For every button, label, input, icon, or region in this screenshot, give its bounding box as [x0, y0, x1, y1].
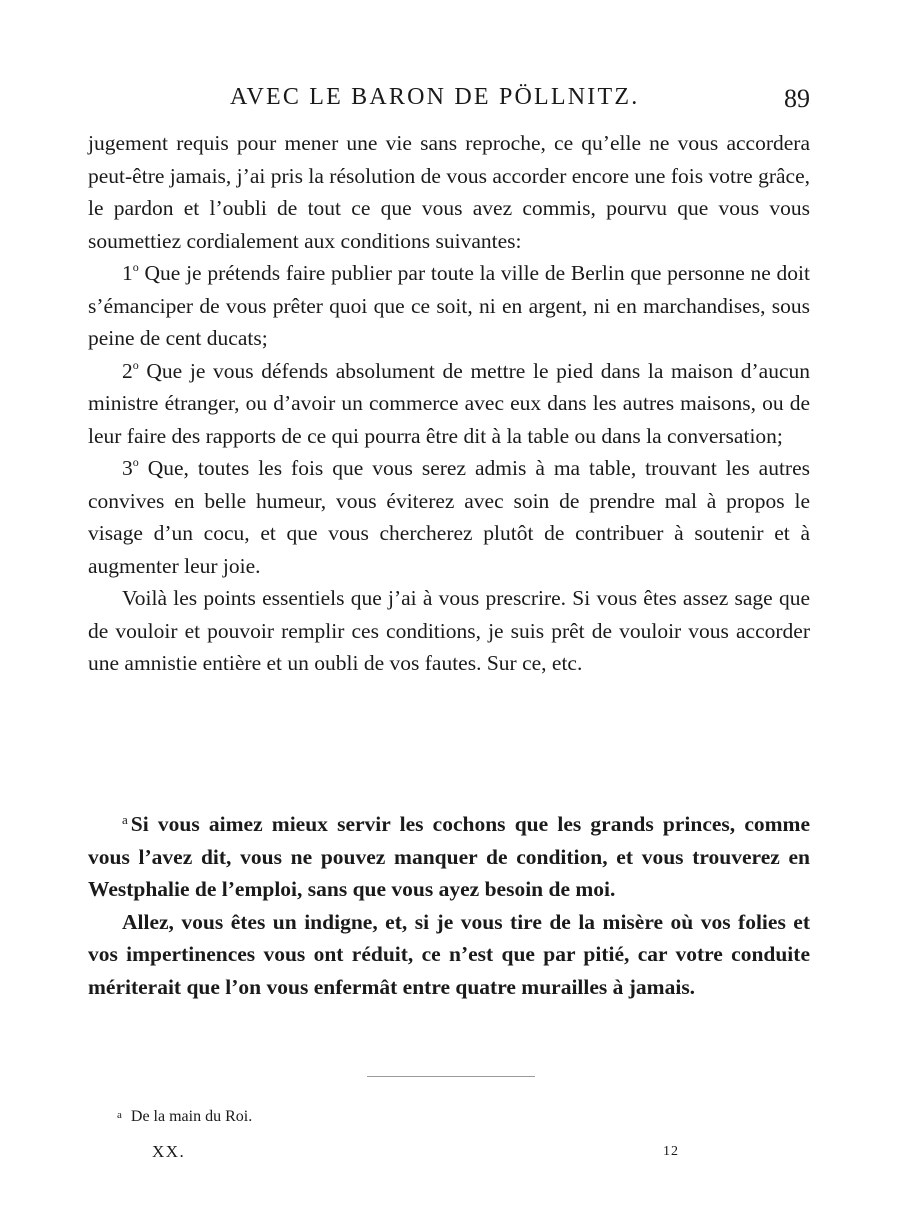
- ordinal-mark: o: [132, 260, 139, 274]
- item-text: Que je vous défends absolument de mettre le pied dans la maison d’aucun ministre étranger, ou d’avoir un commerce avec eux dans les autres maisons, ou de leur faire des rapports de ce qui pourra être dit à la table ou dans la conversation;: [88, 358, 810, 448]
- paragraph-continuation: jugement requis pour mener une vie sans reproche, ce qu’elle ne vous accordera peut-être jamais, j’ai pris la résolution de vous accorder encore une fois votre grâce, le pardon et l’oubli de tout ce que vous avez commis, pourvu que vous vous soumettiez cordialement aux conditions suivantes:: [88, 131, 810, 253]
- section-divider: [367, 1076, 535, 1077]
- running-title: AVEC LE BARON DE PÖLLNITZ.: [230, 84, 640, 110]
- item-number: 2: [122, 358, 133, 383]
- item-text: Que je prétends faire publier par toute la ville de Berlin que personne ne doit s’émanciper de vous prêter quoi que ce soit, ni en argent, ni en marchandises, sous peine de cent ducats;: [88, 261, 810, 350]
- paragraph-closing: Voilà les points essentiels que j’ai à vous prescrire. Si vous êtes assez sage que de vouloir et pouvoir remplir ces conditions, je suis prêt de vouloir vous accorder une amnistie entière et un oubli de vos fautes. Sur ce, etc.: [88, 586, 810, 675]
- footnote-reference: a: [122, 812, 128, 827]
- king-postscript: [88, 808, 810, 1003]
- page-number: 89: [784, 84, 810, 113]
- postscript-paragraph-1: [88, 808, 810, 906]
- sheet-number: 12: [663, 1144, 679, 1159]
- letter-body: [88, 127, 810, 680]
- condition-item-3: [88, 452, 810, 582]
- footnote: [117, 1108, 252, 1126]
- ordinal-mark: o: [132, 357, 139, 372]
- footnote-marker: a: [117, 1109, 122, 1121]
- item-text: Que, toutes les fois que vous serez admis à ma table, trouvant les autres convives en belle humeur, vous éviterez avec soin de prendre mal à propos le visage d’un cocu, et que vous chercherez plutôt de contribuer à soutenir et à augmenter leur joie.: [88, 456, 810, 578]
- item-number: 3: [122, 456, 133, 480]
- signature-mark: XX.: [152, 1142, 186, 1161]
- item-number: 1: [122, 261, 133, 285]
- condition-item-1: [88, 257, 810, 355]
- running-head: [0, 84, 900, 116]
- postscript-text: Si vous aimez mieux servir les cochons que les grands princes, comme vous l’avez dit, vous ne pouvez manquer de condition, et vous trouverez en Westphalie de l’emploi, sans que vous ayez besoin de moi.: [88, 812, 810, 901]
- condition-item-2: [88, 355, 810, 453]
- ordinal-mark: o: [132, 455, 139, 469]
- footnote-text: De la main du Roi.: [130, 1108, 253, 1125]
- postscript-paragraph-2: Allez, vous êtes un indigne, et, si je vous tire de la misère où vos folies et vos impertinences vous ont réduit, ce n’est que par pitié, car votre conduite mériterait que l’on vous enfermât entre quatre murailles à jamais.: [88, 909, 810, 999]
